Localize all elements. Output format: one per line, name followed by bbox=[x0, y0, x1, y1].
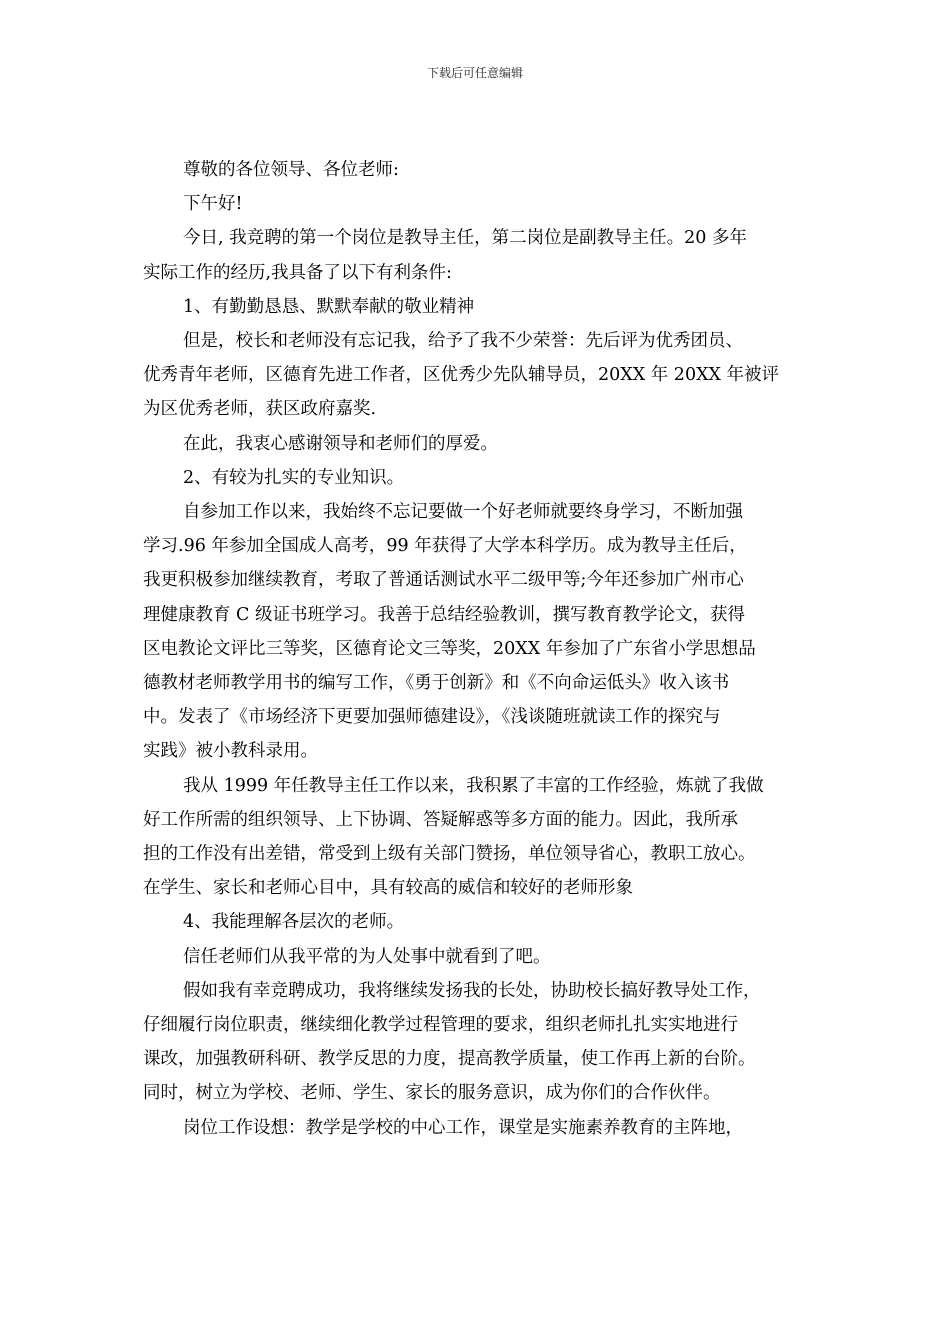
paragraph-line: 实际工作的经历,我具备了以下有利条件: bbox=[143, 262, 452, 283]
paragraph-line: 学习.96 年参加全国成人高考，99 年获得了大学本科学历。成为教导主任后， bbox=[143, 536, 747, 557]
paragraph-line: 中。发表了《市场经济下更要加强师德建设》，《浅谈随班就读工作的探究与 bbox=[143, 707, 721, 728]
paragraph-first-line: 假如我有幸竞聘成功，我将继续发扬我的长处，协助校长搞好教导处工作， bbox=[183, 980, 761, 1001]
paragraph-first-line: 我从 1999 年任教导主任工作以来，我积累了丰富的工作经验，炼就了我做 bbox=[183, 775, 764, 796]
paragraph-line: 同时，树立为学校、老师、学生、家长的服务意识，成为你们的合作伙伴。 bbox=[143, 1083, 721, 1104]
paragraph-line: 好工作所需的组织领导、上下协调、答疑解惑等多方面的能力。因此，我所承 bbox=[143, 809, 738, 830]
paragraph-line: 实践》被小教科录用。 bbox=[143, 741, 318, 762]
paragraph-first-line: 自参加工作以来，我始终不忘记要做一个好老师就要终身学习，不断加强 bbox=[183, 502, 743, 523]
paragraph-first-line: 岗位工作设想：教学是学校的中心工作，课堂是实施素养教育的主阵地， bbox=[183, 1117, 743, 1138]
paragraph-line: 区电教论文评比三等奖，区德育论文三等奖，20XX 年参加了广东省小学思想品 bbox=[143, 638, 756, 659]
page-header: 下载后可任意编辑 bbox=[426, 66, 523, 80]
paragraph-line: 为区优秀老师，获区政府嘉奖. bbox=[143, 399, 377, 420]
paragraph-line: 课改，加强教研科研、教学反思的力度，提高教学质量，使工作再上新的台阶。 bbox=[143, 1049, 756, 1070]
paragraph-first-line: 信任老师们从我平常的为人处事中就看到了吧。 bbox=[183, 946, 551, 967]
paragraph-first-line: 尊敬的各位领导、各位老师: bbox=[183, 160, 399, 180]
paragraph-line: 德教材老师教学用书的编写工作，《勇于创新》和《不向命运低头》收入该书 bbox=[143, 673, 730, 694]
paragraph-first-line: 2、有较为扎实的专业知识。 bbox=[183, 467, 405, 488]
paragraph-first-line: 下午好! bbox=[183, 194, 243, 215]
paragraph-line: 理健康教育 C 级证书班学习。我善于总结经验教训，撰写教育教学论文，获得 bbox=[143, 604, 746, 625]
document-body bbox=[143, 153, 823, 1145]
paragraph-first-line: 4、我能理解各层次的老师。 bbox=[183, 912, 405, 933]
paragraph-line: 担的工作没有出差错，常受到上级有关部门赞扬，单位领导省心，教职工放心。 bbox=[143, 844, 756, 865]
paragraph-first-line: 在此，我衷心感谢领导和老师们的厚爱。 bbox=[183, 433, 498, 454]
paragraph-first-line: 1、有勤勤恳恳、默默奉献的敬业精神 bbox=[183, 296, 475, 317]
paragraph-first-line: 今日, 我竞聘的第一个岗位是教导主任，第二岗位是副教导主任。20 多年 bbox=[183, 228, 747, 249]
paragraph-line: 在学生、家长和老师心目中，具有较高的威信和较好的老师形象 bbox=[143, 878, 633, 899]
paragraph-line: 仔细履行岗位职责，继续细化教学过程管理的要求，组织老师扎扎实实地进行 bbox=[143, 1015, 738, 1036]
paragraph-line: 优秀青年老师，区德育先进工作者，区优秀少先队辅导员，20XX 年 20XX 年被评 bbox=[143, 365, 780, 386]
paragraph-line: 我更积极参加继续教育，考取了普通话测试水平二级甲等;今年还参加广州市心 bbox=[143, 570, 744, 591]
paragraph-first-line: 但是，校长和老师没有忘记我，给予了我不少荣誉：先后评为优秀团员、 bbox=[183, 331, 743, 352]
